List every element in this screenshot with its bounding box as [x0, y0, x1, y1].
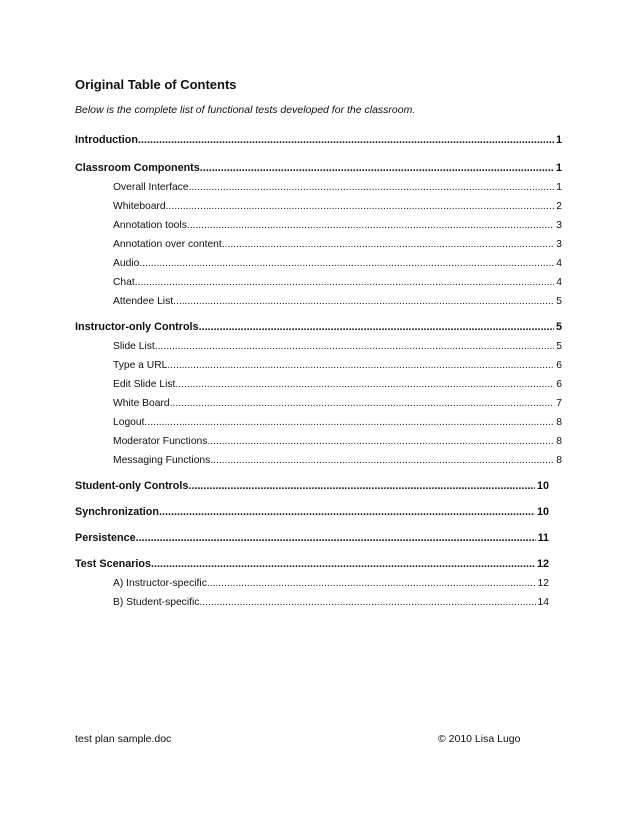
toc-entry-page: 8 — [556, 436, 562, 447]
toc-leader-dots — [138, 133, 554, 148]
toc-entry-page: 6 — [556, 360, 562, 371]
toc-entry-page: 3 — [556, 220, 562, 231]
toc-entry-persistence[interactable] — [75, 531, 549, 546]
toc-leader-dots — [200, 161, 554, 176]
toc-leader-dots — [207, 576, 536, 591]
toc-leader-dots — [188, 479, 535, 494]
toc-leader-dots — [207, 434, 554, 449]
toc-entry-label: Introduction — [75, 134, 138, 146]
toc-entry-page: 5 — [555, 321, 562, 333]
toc-entry-label: Whiteboard — [113, 201, 166, 212]
toc-leader-dots — [199, 595, 535, 610]
toc-leader-dots — [151, 557, 535, 572]
toc-leader-dots — [189, 180, 555, 195]
toc-leader-dots — [210, 453, 554, 468]
toc-leader-dots — [199, 320, 554, 335]
toc-entry-label: Chat — [113, 277, 135, 288]
toc-entry-page: 10 — [536, 480, 549, 492]
toc-leader-dots — [222, 237, 554, 252]
toc-leader-dots — [175, 377, 554, 392]
footer-copyright: © 2010 Lisa Lugo — [438, 733, 521, 745]
toc-entry-label: Messaging Functions — [113, 455, 211, 466]
toc-entry-label: Annotation tools — [113, 220, 187, 231]
toc-entry-label: Synchronization — [75, 506, 159, 518]
toc-entry-audio[interactable] — [113, 256, 562, 271]
toc-entry-page: 4 — [556, 277, 562, 288]
toc-entry-label: Edit Slide List — [113, 379, 176, 390]
toc-entry-label: A) Instructor-specific — [113, 578, 207, 589]
toc-entry-page: 10 — [536, 506, 549, 518]
toc-entry-page: 12 — [536, 558, 549, 570]
toc-entry-logout[interactable] — [113, 415, 562, 430]
toc-entry-label: B) Student-specific — [113, 597, 200, 608]
toc-entry-label: White Board — [113, 398, 170, 409]
toc-entry-page: 5 — [556, 296, 562, 307]
toc-entry-label: Attendee List — [113, 296, 174, 307]
toc-entry-introduction[interactable] — [75, 133, 562, 148]
toc-entry-overall-interface[interactable] — [113, 180, 562, 195]
toc-leader-dots — [170, 396, 555, 411]
document-title: Original Table of Contents — [75, 77, 237, 92]
toc-leader-dots — [135, 275, 555, 290]
toc-entry-label: Type a URL — [113, 360, 168, 371]
toc-entry-annotation-tools[interactable] — [113, 218, 562, 233]
toc-leader-dots — [173, 294, 554, 309]
toc-leader-dots — [155, 339, 554, 354]
toc-entry-page: 5 — [556, 341, 562, 352]
toc-leader-dots — [187, 218, 554, 233]
toc-entry-attendee-list[interactable] — [113, 294, 562, 309]
toc-entry-label: Instructor-only Controls — [75, 321, 199, 333]
toc-entry-classroom-components[interactable] — [75, 161, 562, 176]
toc-entry-white-board[interactable] — [113, 396, 562, 411]
toc-entry-label: Audio — [113, 258, 140, 269]
toc-entry-student-specific[interactable] — [113, 595, 549, 610]
toc-entry-page: 14 — [537, 597, 549, 608]
toc-leader-dots — [167, 358, 554, 373]
toc-entry-page: 4 — [556, 258, 562, 269]
toc-entry-instructor-only-controls[interactable] — [75, 320, 562, 335]
toc-entry-page: 3 — [556, 239, 562, 250]
toc-entry-page: 7 — [556, 398, 562, 409]
toc-entry-page: 2 — [556, 201, 562, 212]
toc-entry-label: Test Scenarios — [75, 558, 152, 570]
toc-entry-page: 11 — [537, 532, 549, 544]
toc-entry-page: 8 — [556, 455, 562, 466]
toc-entry-page: 1 — [555, 162, 562, 174]
toc-entry-label: Annotation over content — [113, 239, 222, 250]
toc-entry-test-scenarios[interactable] — [75, 557, 549, 572]
toc-entry-chat[interactable] — [113, 275, 562, 290]
toc-entry-label: Classroom Components — [75, 162, 200, 174]
toc-entry-label: Slide List — [113, 341, 155, 352]
toc-leader-dots — [166, 199, 555, 214]
toc-entry-instructor-specific[interactable] — [113, 576, 549, 591]
toc-entry-slide-list[interactable] — [113, 339, 562, 354]
toc-entry-label: Overall Interface — [113, 182, 189, 193]
toc-entry-whiteboard[interactable] — [113, 199, 562, 214]
toc-entry-edit-slide-list[interactable] — [113, 377, 562, 392]
toc-entry-type-a-url[interactable] — [113, 358, 562, 373]
toc-entry-label: Logout — [113, 417, 145, 428]
toc-entry-label: Persistence — [75, 532, 136, 544]
toc-entry-page: 1 — [556, 182, 562, 193]
toc-entry-student-only-controls[interactable] — [75, 479, 549, 494]
footer-filename: test plan sample.doc — [75, 733, 172, 745]
toc-entry-moderator-functions[interactable] — [113, 434, 562, 449]
toc-entry-messaging-functions[interactable] — [113, 453, 562, 468]
toc-leader-dots — [136, 531, 536, 546]
toc-entry-label: Student-only Controls — [75, 480, 189, 492]
toc-entry-label: Moderator Functions — [113, 436, 208, 447]
toc-entry-page: 1 — [555, 134, 562, 146]
document-subtitle: Below is the complete list of functional tests developed for the classroom. — [75, 104, 416, 116]
toc-entry-page: 12 — [537, 578, 549, 589]
toc-entry-synchronization[interactable] — [75, 505, 549, 520]
toc-leader-dots — [139, 256, 554, 271]
toc-leader-dots — [145, 415, 555, 430]
toc-leader-dots — [159, 505, 535, 520]
toc-entry-page: 6 — [556, 379, 562, 390]
toc-entry-annotation-over-content[interactable] — [113, 237, 562, 252]
toc-entry-page: 8 — [556, 417, 562, 428]
